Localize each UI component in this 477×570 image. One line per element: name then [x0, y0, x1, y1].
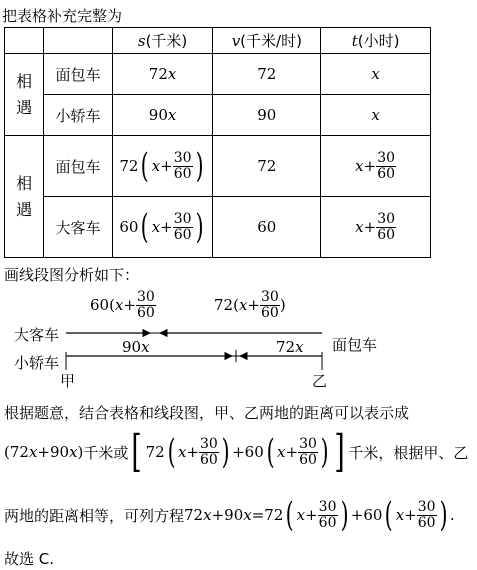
group-label-2: 相 遇	[5, 136, 44, 258]
vehicle-cell: 面包车	[44, 136, 112, 197]
header-distance: s(千米)	[112, 28, 213, 54]
table-row	[5, 54, 431, 95]
vehicle-cell: 小轿车	[44, 95, 112, 136]
header-time: t(小时)	[321, 28, 431, 54]
analysis-line-3: 两地的距离相等，可列方程 72 x +90 x =72 ( x + $\frac{30}{60}$ ) +60 ( x + $\frac{30}{60}$ ) .	[4, 495, 455, 535]
label-van: 面包车	[332, 336, 378, 354]
distance-cell: 72x	[112, 54, 213, 95]
intro-text: 把表格补充完整为	[2, 7, 123, 25]
header-speed: v(千米/时)	[213, 28, 321, 54]
top-right-label: 72 ( x + $\frac{30}{60}$ )	[214, 289, 286, 321]
data-table	[4, 27, 431, 258]
label-bus: 大客车	[14, 326, 60, 344]
table-row	[5, 197, 431, 258]
label-b: 乙	[312, 372, 328, 390]
analysis-line-1: 根据题意，结合表格和线段图，甲、乙两地的距离可以表示成	[4, 404, 410, 422]
speed-cell: 60	[213, 197, 321, 258]
segment-diagram	[0, 288, 477, 398]
label-a: 甲	[60, 372, 76, 390]
time-cell: x	[321, 95, 431, 136]
speed-cell: 72	[213, 136, 321, 197]
vehicle-cell: 面包车	[44, 54, 112, 95]
distance-cell: 90x	[112, 95, 213, 136]
label-car: 小轿车	[14, 354, 60, 372]
distance-cell: 60 ( x + $\frac{30}{60}$ )	[112, 197, 213, 258]
diagram-intro: 画线段图分析如下：	[4, 266, 140, 284]
speed-cell: 72	[213, 54, 321, 95]
time-cell: x	[321, 54, 431, 95]
distance-cell: 72 ( x + $\frac{30}{60}$ )	[112, 136, 213, 197]
table-header-row	[5, 28, 431, 54]
group-label-1: 相 遇	[5, 54, 44, 136]
top-left-label: 60 ( x + $\frac{30}{60}$	[90, 289, 155, 321]
conclusion: 故选 C.	[4, 550, 55, 568]
segment-lines	[0, 288, 477, 398]
time-cell: x + $\frac{30}{60}$	[321, 197, 431, 258]
table-row	[5, 95, 431, 136]
time-cell: x + $\frac{30}{60}$	[321, 136, 431, 197]
bottom-left-label: 90 x	[122, 338, 150, 356]
analysis-line-2: (72 x +90 x ) 千米或 [ 72 ( x + $\frac{30}{60}$ ) +60 ( x + $\frac{30}{60}$ ) ] 千米，根据甲、乙	[4, 426, 469, 477]
speed-cell: 90	[213, 95, 321, 136]
table-row	[5, 136, 431, 197]
bottom-right-label: 72 x	[276, 338, 304, 356]
vehicle-cell: 大客车	[44, 197, 112, 258]
